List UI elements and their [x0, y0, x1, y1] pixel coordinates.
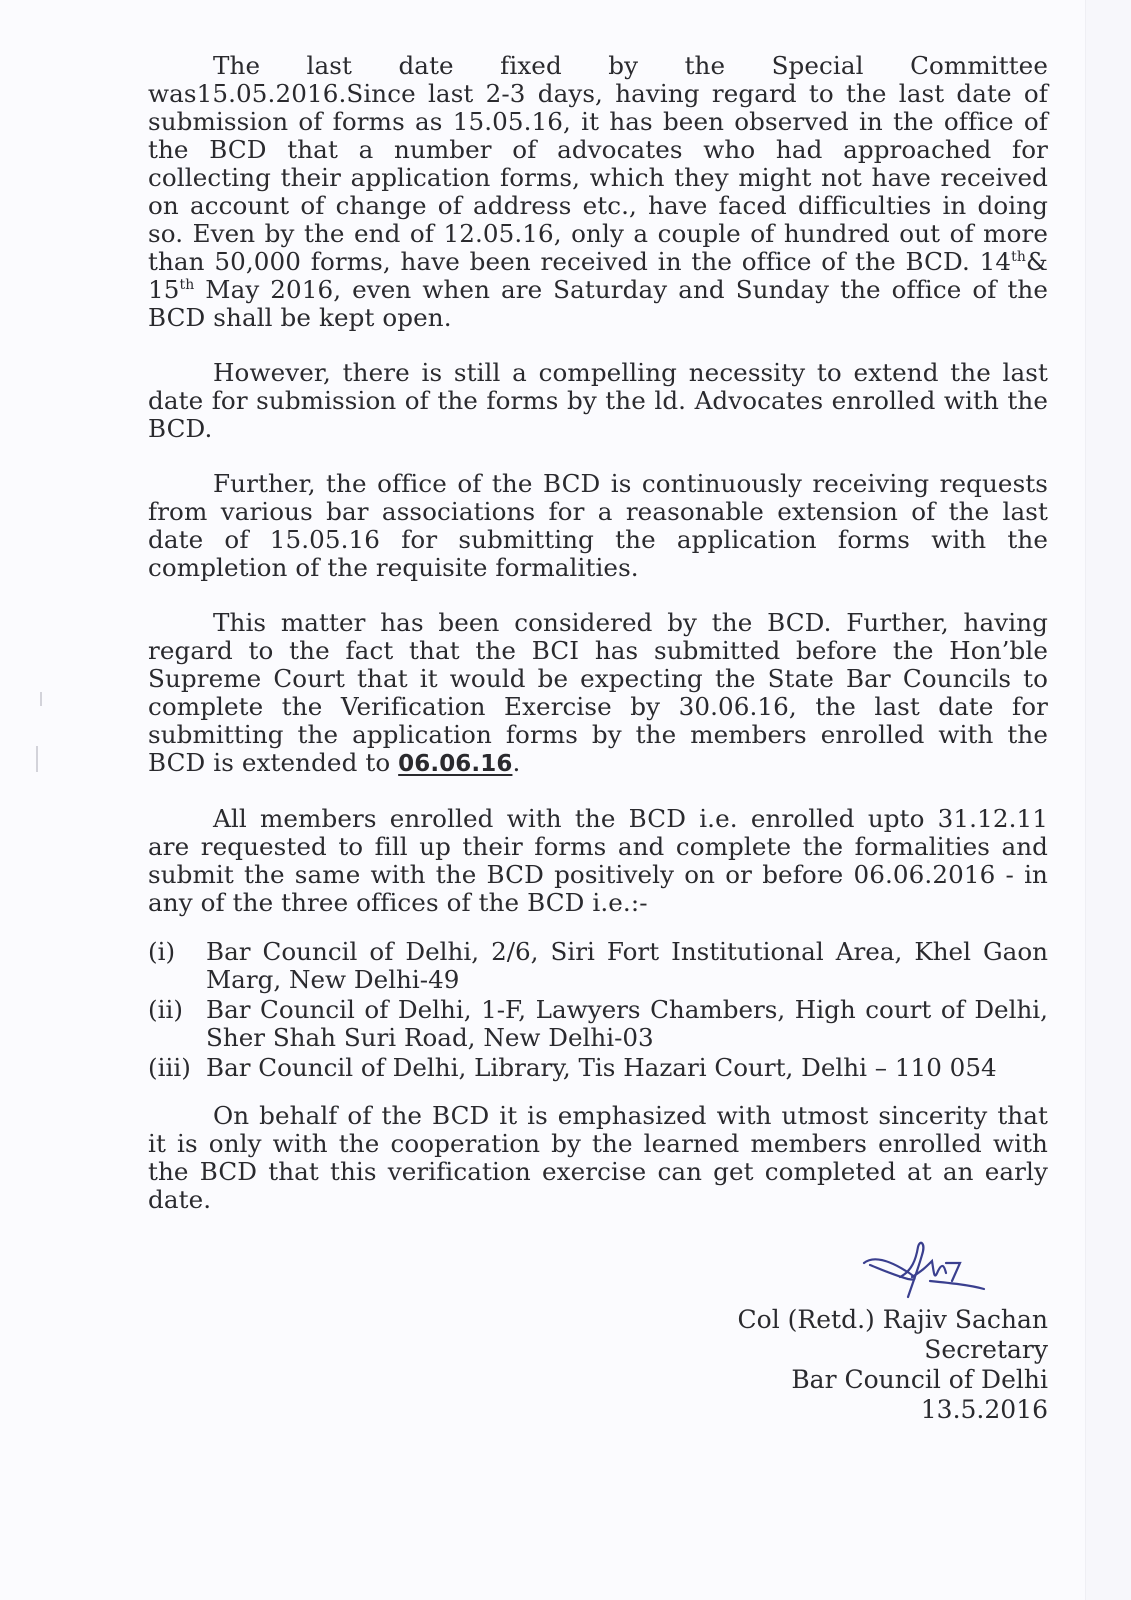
- paragraph-text: The last date fixed by the Special Committee was15.05.2016.Since last 2-3 days, having regard to the last date of submission of forms as 15.05.16, it has been observed in the office of the BCD that a number of advocates who had approached for collecting their application forms, which they might not have received on account of change of address etc., have faced difficulties in doing so. Even by the end of 12.05.16, only a couple of hundred out of more than 50,000 forms, have been received in the office of the BCD. 14: [148, 51, 1048, 276]
- office-address: Bar Council of Delhi, 2/6, Siri Fort Institutional Area, Khel Gaon Marg, New Delhi-49: [206, 937, 1048, 994]
- paragraph-text: This matter has been considered by the BCD. Further, having regard to the fact that the BCI has submitted before the Hon’ble Supreme Court that it would be expecting the State Bar Councils to complete the Verification Exercise by 30.06.16, the last date for submitting the application forms by the members enrolled with the BCD is extended to: [148, 608, 1048, 777]
- signatory-organization: Bar Council of Delhi: [791, 1365, 1048, 1394]
- scan-artifact-mark: [40, 692, 42, 706]
- paragraph-text: & 15: [148, 247, 1048, 304]
- list-number: (iii): [148, 1053, 191, 1082]
- paragraph-necessity: However, there is still a compelling necessity to extend the last date for submission of the forms by the ld. Advocates enrolled with the BCD.: [148, 358, 1048, 443]
- signature-date: 13.5.2016: [920, 1395, 1048, 1424]
- paragraph-last-date: [148, 52, 1048, 332]
- list-number: (i): [148, 937, 176, 966]
- ordinal-suffix: th: [1011, 249, 1026, 265]
- handwritten-signature-icon: [860, 1241, 990, 1303]
- paragraph-closing: On behalf of the BCD it is emphasized with utmost sincerity that it is only with the cooperation by the learned members enrolled with the BCD that this verification exercise can get completed at an early date.: [148, 1101, 1048, 1214]
- paragraph-members-request: All members enrolled with the BCD i.e. enrolled upto 31.12.11 are requested to fill up their forms and complete the formalities and submit the same with the BCD positively on or before 06.06.2016 - in any of the three offices of the BCD i.e.:-: [148, 804, 1048, 917]
- signatory-designation: Secretary: [924, 1335, 1048, 1364]
- office-address: Bar Council of Delhi, 1-F, Lawyers Chambers, High court of Delhi, Sher Shah Suri Road, New Delhi-03: [206, 995, 1048, 1052]
- document-body: [148, 52, 1048, 1425]
- scan-artifact-mark: [36, 746, 38, 772]
- office-address-item: [148, 996, 1048, 1052]
- extended-date: 06.06.16: [398, 751, 513, 777]
- office-address: Bar Council of Delhi, Library, Tis Hazari Court, Delhi – 110 054: [206, 1053, 997, 1082]
- signature-block: [148, 1241, 1048, 1425]
- ordinal-suffix: th: [179, 277, 195, 293]
- paragraph-text: May 2016, even when are Saturday and Sunday the office of the BCD shall be kept open.: [148, 275, 1048, 332]
- paragraph-text: .: [512, 748, 521, 777]
- paragraph-extension: [148, 609, 1048, 778]
- office-address-item: [148, 1054, 1048, 1082]
- signatory-name: Col (Retd.) Rajiv Sachan: [737, 1305, 1048, 1334]
- office-address-list: [148, 938, 1048, 1082]
- list-number: (ii): [148, 995, 183, 1024]
- office-address-item: [148, 938, 1048, 994]
- paragraph-requests: Further, the office of the BCD is continuously receiving requests from various bar associations for a reasonable extension of the last date of 15.05.16 for submitting the application forms with the completion of the requisite formalities.: [148, 469, 1048, 582]
